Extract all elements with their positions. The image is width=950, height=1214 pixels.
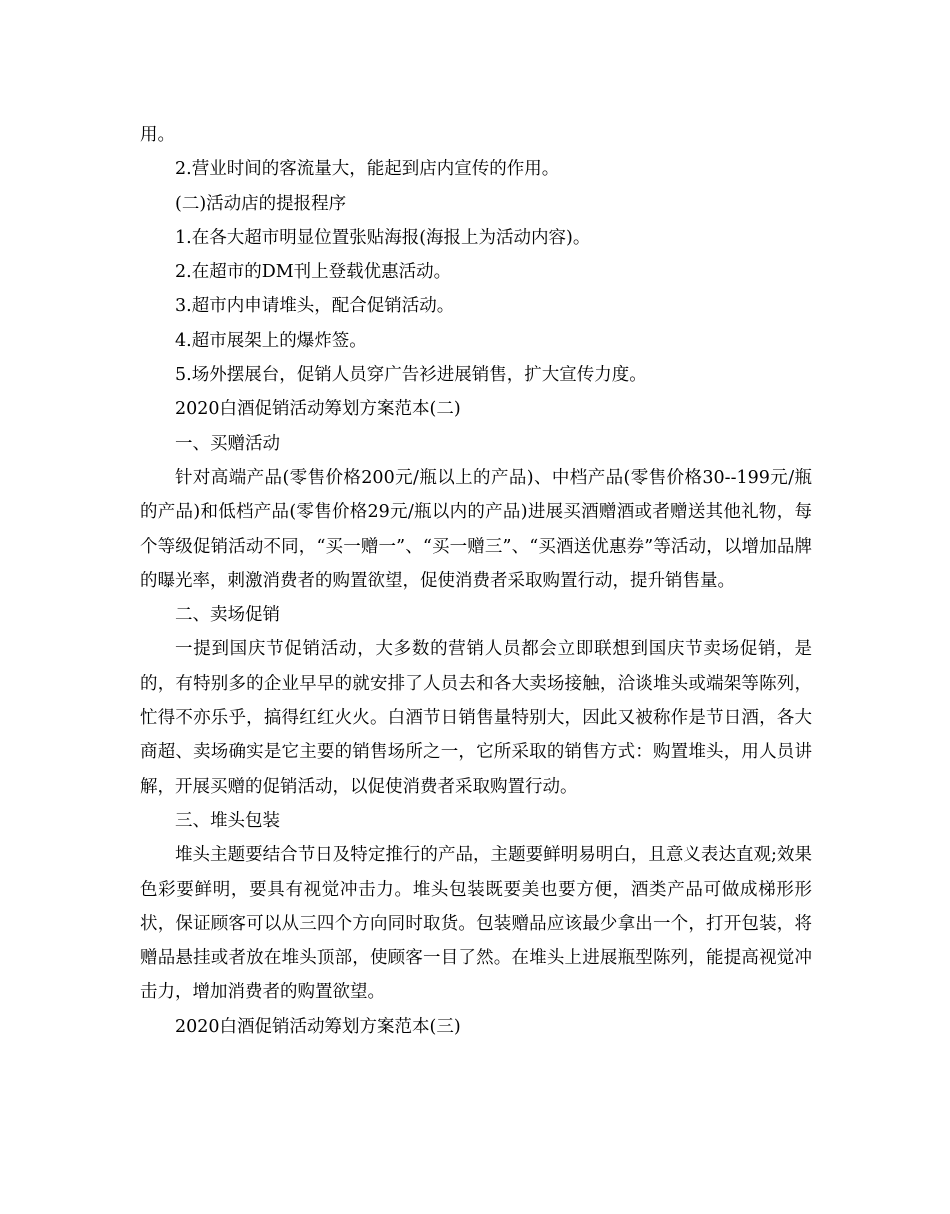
section-heading-store-promo: 二、卖场促销 xyxy=(175,605,280,626)
paragraph-item-2: 2.营业时间的客流量大，能起到店内宣传的作用。 xyxy=(175,159,560,180)
paragraph-step-4: 4.超市展架上的爆炸签。 xyxy=(175,330,367,351)
paragraph-step-5: 5.场外摆展台，促销人员穿广告衫进展销售，扩大宣传力度。 xyxy=(175,365,647,386)
paragraph-step-3: 3.超市内申请堆头，配合促销活动。 xyxy=(175,296,455,317)
paragraph-buy-gift: 针对高端产品(零售价格200元/瓶以上的产品)、中档产品(零售价格30--199元/瓶的产品)和低档产品(零售价格29元/瓶以内的产品)进展买酒赠酒或者赠送其他礼物，每个等级促销活动不同，“买一赠一”、“买一赠三”、“买酒送优惠券”等活动，以增加品牌的曝光率，刺激消费者的购置欲望，促使消费者采取购置行动，提升销售量。 xyxy=(140,467,812,591)
document-page xyxy=(140,118,812,1044)
section-heading-display-packaging: 三、堆头包装 xyxy=(175,810,280,831)
paragraph-continuation: 用。 xyxy=(140,125,175,145)
section-title-sample-3: 2020白酒促销活动筹划方案范本(三) xyxy=(175,1016,461,1037)
paragraph-store-promo: 一提到国庆节促销活动，大多数的营销人员都会立即联想到国庆节卖场促销，是的，有特别多的企业早早的就安排了人员去和各大卖场接触，洽谈堆头或端架等陈列，忙得不亦乐乎，搞得红红火火。白酒节日销售量特别大，因此又被称作是节日酒，各大商超、卖场确实是它主要的销售场所之一，它所采取的销售方式：购置堆头，用人员讲解，开展买赠的促销活动，以促使消费者采取购置行动。 xyxy=(140,639,812,797)
paragraph-step-2: 2.在超市的DM刊上登载优惠活动。 xyxy=(175,262,452,283)
section-heading-buy-gift: 一、买赠活动 xyxy=(175,433,280,454)
paragraph-display-packaging: 堆头主题要结合节日及特定推行的产品，主题要鲜明易明白，且意义表达直观;效果色彩要鲜明，要具有视觉冲击力。堆头包装既要美也要方便，酒类产品可做成梯形形状，保证顾客可以从三四个方向同时取货。包装赠品应该最少拿出一个，打开包装，将赠品悬挂或者放在堆头顶部，使顾客一目了然。在堆头上进展瓶型陈列，能提高视觉冲击力，增加消费者的购置欲望。 xyxy=(140,845,812,1003)
section-title-sample-2: 2020白酒促销活动筹划方案范本(二) xyxy=(175,399,461,420)
section-heading-submission: (二)活动店的提报程序 xyxy=(175,193,347,214)
paragraph-step-1: 1.在各大超市明显位置张贴海报(海报上为活动内容)。 xyxy=(175,227,591,248)
